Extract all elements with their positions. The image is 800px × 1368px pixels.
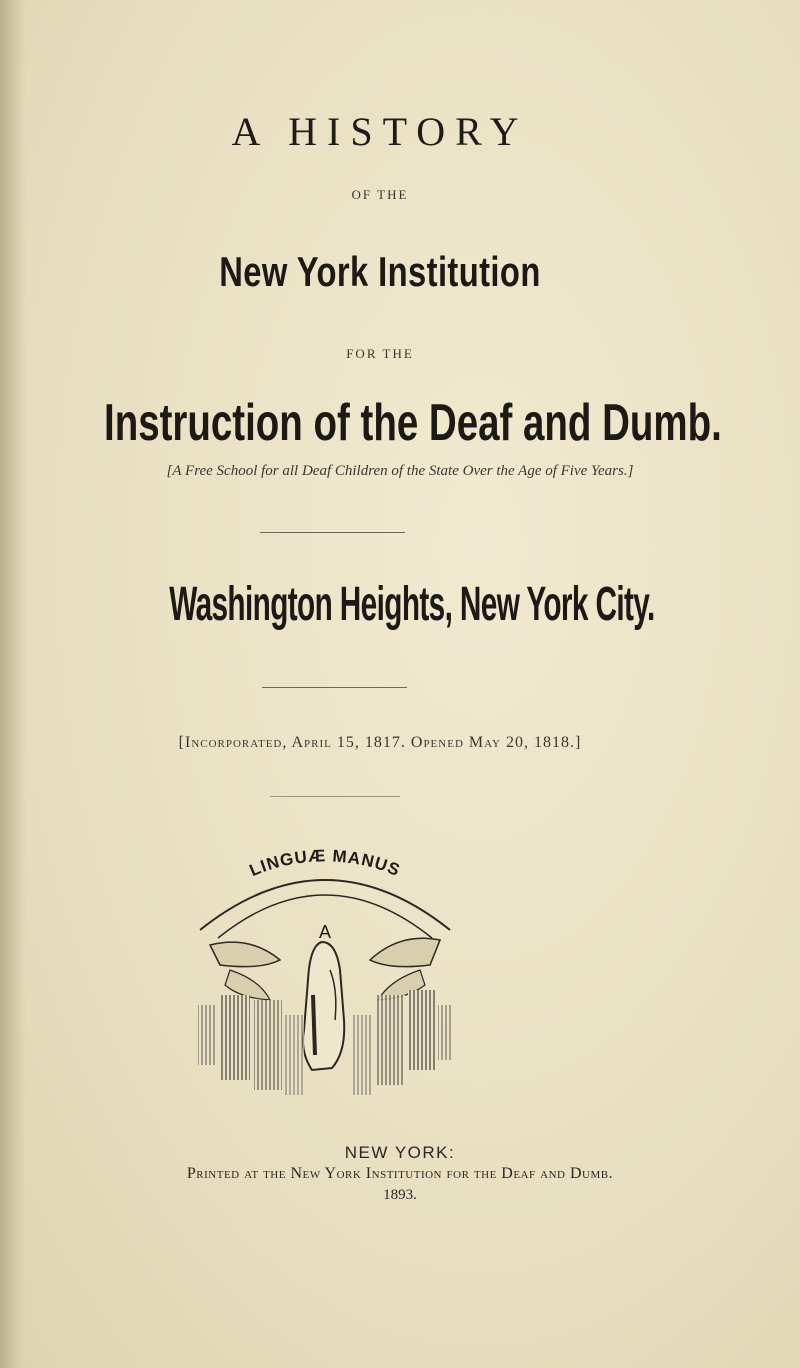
page-edge-shadow <box>0 0 26 1368</box>
imprint-printer: Printed at the New York Institution for the Deaf and Dumb. <box>186 1165 614 1182</box>
incorporation-dates: [Incorporated, April 15, 1817. Opened May 20, 1818.] <box>178 734 582 751</box>
seal-center-letter: A <box>318 922 332 942</box>
location-line: Washington Heights, New York City. <box>169 578 655 631</box>
imprint-year: 1893. <box>383 1187 417 1203</box>
institution-purpose: Instruction of the Deaf and Dumb. <box>104 394 722 452</box>
seal-motto-text: LINGUÆ MANUS <box>246 846 404 881</box>
institution-name: New York Institution <box>219 248 541 295</box>
divider-rule-1 <box>260 532 405 533</box>
divider-rule-2 <box>262 687 407 688</box>
for-the-label: FOR THE <box>346 346 414 361</box>
imprint-city: NEW YORK: <box>344 1143 456 1162</box>
heading-history: A HISTORY <box>231 109 529 154</box>
institution-seal-emblem <box>180 820 470 1110</box>
svg-text:LINGUÆ MANUS <box>247 846 404 880</box>
of-the-label: OF THE <box>351 187 409 202</box>
divider-rule-3 <box>270 796 400 797</box>
subtitle-free-school: [A Free School for all Deaf Children of the State Over the Age of Five Years.] <box>166 463 634 479</box>
